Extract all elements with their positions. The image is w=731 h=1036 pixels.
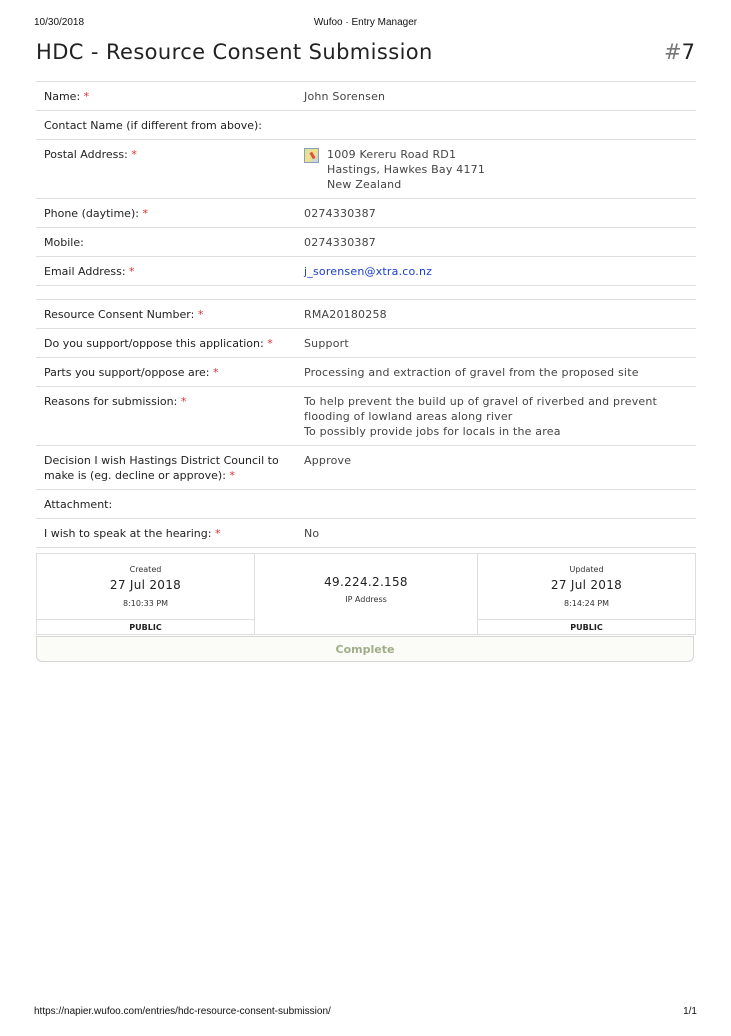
address-line-1: 1009 Kereru Road RD1 (327, 148, 457, 161)
email-link[interactable]: j_sorensen@xtra.co.nz (304, 265, 433, 278)
map-icon[interactable] (304, 148, 319, 163)
field-row-support-oppose (36, 329, 696, 358)
field-label: Contact Name (if different from above): (36, 111, 696, 140)
required-marker: * (180, 395, 187, 408)
field-label: Decision I wish Hastings District Council to make is (eg. decline or approve): * (36, 446, 296, 490)
field-label: Email Address: * (36, 257, 296, 286)
field-row-name (36, 82, 696, 111)
entry-number-value: 7 (681, 40, 695, 64)
updated-date: 27 Jul 2018 (550, 578, 623, 592)
field-label: Reasons for submission: * (36, 387, 296, 446)
required-marker: * (129, 265, 135, 278)
ip-address-value: 49.224.2.158 (324, 575, 408, 589)
field-value-phone: 0274330387 (296, 199, 696, 228)
print-title: Wufoo · Entry Manager (313, 17, 418, 28)
entry-fields-table (36, 81, 696, 548)
form-title: HDC - Resource Consent Submission (36, 40, 433, 64)
required-marker: * (131, 148, 137, 161)
reasons-line-1: To help prevent the build up of gravel of riverbed and prevent (304, 395, 658, 408)
field-row-attachment (36, 490, 696, 519)
field-row-consent-number (36, 300, 696, 329)
field-row-decision (36, 446, 696, 490)
field-value-support-oppose: Support (296, 329, 696, 358)
required-marker: * (213, 366, 219, 379)
address-line-3: New Zealand (327, 178, 402, 191)
entry-number (664, 40, 695, 64)
field-label: Resource Consent Number: * (36, 300, 296, 329)
updated-visibility: PUBLIC (478, 619, 695, 635)
field-row-reasons (36, 387, 696, 446)
section-spacer (36, 286, 696, 300)
field-row-email (36, 257, 696, 286)
required-marker: * (229, 469, 235, 482)
field-label: Postal Address: * (36, 140, 296, 199)
field-row-parts (36, 358, 696, 387)
print-header (34, 17, 697, 31)
field-value-name: John Sorensen (296, 82, 696, 111)
entry-meta (36, 553, 696, 635)
field-value-decision: Approve (296, 446, 696, 490)
field-value-consent-number: RMA20180258 (296, 300, 696, 329)
field-value-email (296, 257, 696, 286)
required-marker: * (267, 337, 273, 350)
reasons-line-2: flooding of lowland areas along river (304, 410, 513, 423)
field-value-speak: No (296, 519, 696, 548)
field-label: Phone (daytime): * (36, 199, 296, 228)
meta-updated (477, 554, 695, 634)
created-date: 27 Jul 2018 (109, 578, 182, 592)
required-marker: * (214, 527, 221, 540)
field-label: Do you support/oppose this application: * (36, 329, 296, 358)
print-date: 10/30/2018 (34, 17, 85, 28)
field-value-mobile: 0274330387 (296, 228, 696, 257)
required-marker: * (197, 308, 204, 321)
required-marker: * (142, 207, 148, 220)
field-value-reasons (296, 387, 696, 446)
reasons-line-3: To possibly provide jobs for locals in the area (304, 425, 561, 438)
updated-time: 8:14:24 PM (563, 599, 610, 608)
status-badge: Complete (36, 636, 694, 662)
updated-label: Updated (569, 565, 604, 574)
field-row-mobile (36, 228, 696, 257)
ip-address-label: IP Address (345, 595, 387, 604)
field-label: Parts you support/oppose are: * (36, 358, 296, 387)
field-label: I wish to speak at the hearing: * (36, 519, 296, 548)
field-value-postal-address (296, 140, 696, 199)
field-label: Name: * (36, 82, 296, 111)
address-line-2: Hastings, Hawkes Bay 4171 (327, 163, 486, 176)
print-page-number: 1/1 (683, 1006, 697, 1017)
print-footer (34, 1006, 697, 1020)
field-label: Attachment: (36, 490, 696, 519)
meta-ip (254, 554, 478, 634)
field-row-contact-name (36, 111, 696, 140)
print-url: https://napier.wufoo.com/entries/hdc-resource-consent-submission/ (34, 1006, 331, 1017)
required-marker: * (83, 90, 90, 103)
created-visibility: PUBLIC (37, 619, 254, 635)
field-row-speak (36, 519, 696, 548)
field-row-postal-address (36, 140, 696, 199)
meta-created (37, 554, 255, 634)
field-label: Mobile: (36, 228, 296, 257)
field-value-parts: Processing and extraction of gravel from the proposed site (296, 358, 696, 387)
entry-hash: # (664, 40, 682, 64)
field-row-phone (36, 199, 696, 228)
created-time: 8:10:33 PM (122, 599, 169, 608)
created-label: Created (129, 565, 162, 574)
